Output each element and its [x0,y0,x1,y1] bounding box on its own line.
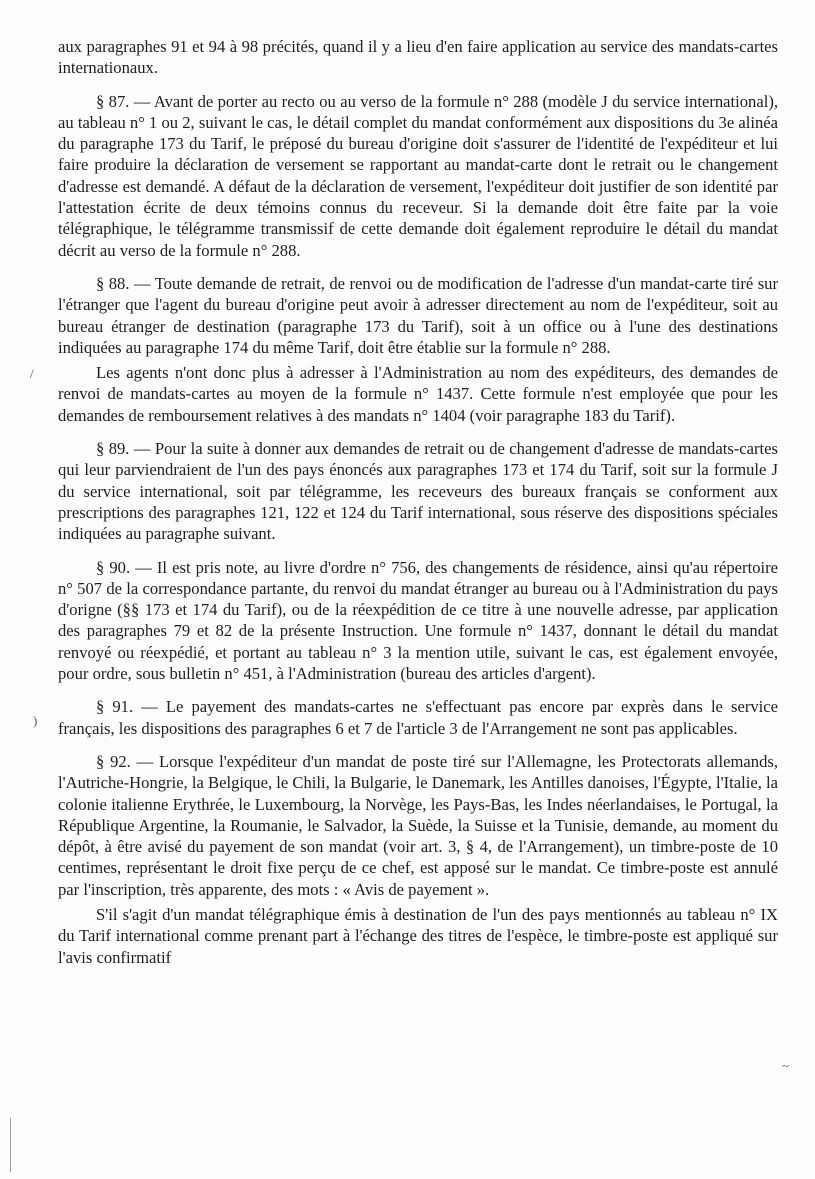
document-body [58,36,778,968]
paragraph-section-91: § 91. — Le payement des mandats-cartes ne s'effectuant pas encore par exprès dans le service français, les dispositions des paragraphes 6 et 7 de l'article 3 de l'Arrangement ne sont pas applicables. [58,697,778,738]
paragraph-section-89: § 89. — Pour la suite à donner aux demandes de retrait ou de changement d'adresse de mandats-cartes qui leur parviendraient de l'un des pays énoncés aux paragraphes 173 et 174 du Tarif, soit sur la formule J du service international, soit par télégramme, les receveurs des bureaux français se conforment aux prescriptions des paragraphes 121, 122 et 124 du Tarif international, sous réserve des dispositions spéciales indiquées au paragraphe suivant. [58,439,778,544]
paragraph-section-88: § 88. — Toute demande de retrait, de renvoi ou de modification de l'adresse d'un mandat-carte tiré sur l'étranger que l'agent du bureau d'origine peut avoir à adresser directement au nom de l'expéditeur, soit au bureau étranger de destination (paragraphe 173 du Tarif), soit à un office ou à l'une des destinations indiquées au paragraphe 174 du même Tarif, doit être établie sur la formule n° 288. [58,273,778,357]
margin-rule [10,1118,11,1172]
margin-pencil-mark: / [30,366,34,381]
paragraph-continuation: aux paragraphes 91 et 94 à 98 précités, quand il y a lieu d'en faire application au service des mandats-cartes internationaux. [58,37,778,78]
margin-pencil-mark: ) [33,713,38,728]
paragraph-section-90: § 90. — Il est pris note, au livre d'ordre n° 756, des changements de résidence, ainsi qu'au répertoire n° 507 de la correspondance partante, du renvoi du mandat étranger au bureau ou à l'Administration du pays d'origne (§§ 173 et 174 du Tarif), ou de la réexpédition de ce titre à une nouvelle adresse, par application des paragraphes 79 et 82 de la présente Instruction. Une formule n° 1437, donnant le détail du mandat renvoyé ou réexpédié, et portant au tableau n° 3 la mention utile, suivant le cas, est également envoyée, pour ordre, sous bulletin n° 451, à l'Administration (bureau des articles d'argent). [58,557,778,684]
margin-pencil-mark: ~ [782,1058,790,1073]
paragraph-section-92-continued: S'il s'agit d'un mandat télégraphique émis à destination de l'un des pays mentionnés au tableau n° IX du Tarif international comme prenant part à l'échange des titres de l'espèce, le timbre-poste est appliqué sur l'avis confirmatif [58,904,778,967]
paragraph-section-92: § 92. — Lorsque l'expéditeur d'un mandat de poste tiré sur l'Allemagne, les Protectorats allemands, l'Autriche-Hongrie, la Belgique, le Chili, la Bulgarie, le Danemark, les Antilles danoises, l'Égypte, l'Italie, la colonie italienne Erythrée, le Luxembourg, la Norvège, les Pays-Bas, les Indes néerlandaises, le Portugal, la République Argentine, la Roumanie, le Salvador, la Suède, la Suisse et la Tunisie, demande, au moment du dépôt, à être avisé du payement de son mandat (voir art. 3, § 4, de l'Arrangement), un timbre-poste de 10 centimes, représentant le droit fixe perçu de ce chef, est apposé sur le mandat. Ce timbre-poste est annulé par l'inscription, très apparente, des mots : « Avis de payement ». [58,751,778,899]
paragraph-section-87: § 87. — Avant de porter au recto ou au verso de la formule n° 288 (modèle J du service international), au tableau n° 1 ou 2, suivant le cas, le détail complet du mandat conformément aux dispositions du 3e alinéa du paragraphe 173 du Tarif, le préposé du bureau d'origine doit s'assurer de l'identité de l'expéditeur et lui faire produire la déclaration de versement se rapportant au mandat-carte dont le retrait ou le changement d'adresse est demandé. A défaut de la déclaration de versement, l'expéditeur doit justifier de son identité par l'attestation écrite de deux témoins connus du receveur. Si la demande doit être faite par la voie télégraphique, le télégramme transmissif de cette demande doit également reproduire le détail du mandat décrit au verso de la formule n° 288. [58,91,778,260]
paragraph-section-88-continued: Les agents n'ont donc plus à adresser à l'Administration au nom des expéditeurs, des demandes de renvoi de mandats-cartes au moyen de la formule n° 1437. Cette formule n'est employée que pour les demandes de remboursement relatives à des mandats n° 1404 (voir paragraphe 183 du Tarif). [58,363,778,425]
